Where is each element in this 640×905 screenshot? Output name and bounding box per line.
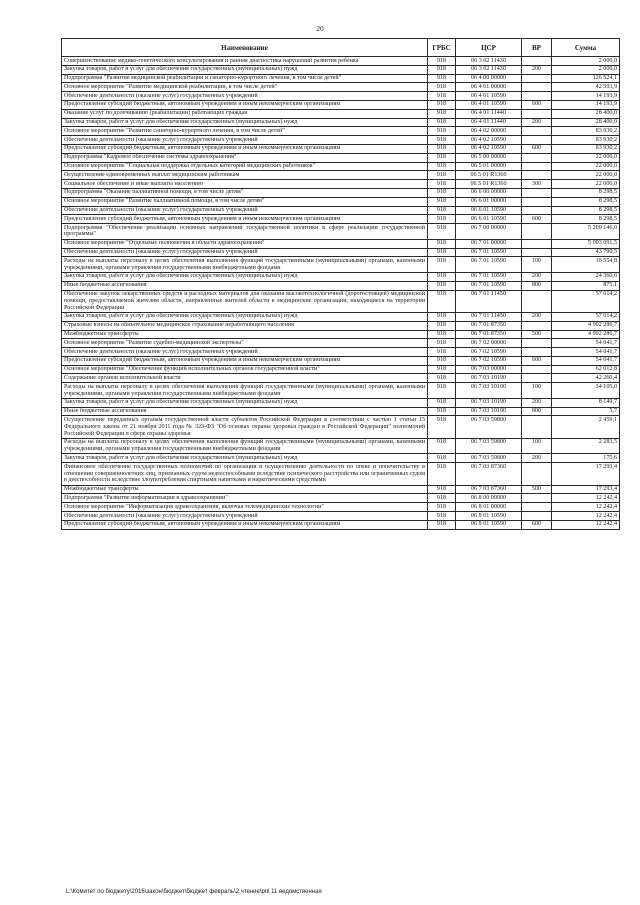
row-csr-cell: 06 7 03 10190 (456, 374, 522, 383)
row-sum-cell: 54 041,7 (552, 348, 620, 357)
row-name-cell: Основное мероприятие "Развитие судебно-медицинской экспертизы" (62, 339, 428, 348)
row-sum-cell: 54 041,7 (552, 339, 620, 348)
row-vr-cell (522, 74, 552, 83)
table-row (62, 438, 620, 454)
header-vr: ВР (522, 39, 552, 57)
row-name-cell: Обеспечение деятельности (оказание услуг) государственных учреждений (62, 136, 428, 145)
row-vr-cell: 200 (522, 312, 552, 321)
row-csr-cell: 06 7 03 10190 (456, 383, 522, 399)
table-row (62, 463, 620, 485)
row-vr-cell (522, 239, 552, 248)
row-grbs-cell: 918 (428, 248, 456, 257)
table-row (62, 356, 620, 365)
row-vr-cell (522, 153, 552, 162)
row-sum-cell: 14 193,9 (552, 92, 620, 101)
row-sum-cell: 12 242,4 (552, 503, 620, 512)
table-row (62, 281, 620, 290)
row-vr-cell (522, 503, 552, 512)
table-row (62, 312, 620, 321)
row-sum-cell: 24 360,6 (552, 272, 620, 281)
row-grbs-cell: 918 (428, 330, 456, 339)
page-number: 20 (316, 24, 324, 33)
table-row (62, 416, 620, 438)
row-sum-cell: 57 014,2 (552, 290, 620, 312)
row-grbs-cell: 918 (428, 118, 456, 127)
row-csr-cell: 06 3 02 11430 (456, 57, 522, 66)
table-row (62, 144, 620, 153)
row-grbs-cell: 918 (428, 109, 456, 118)
table-row (62, 348, 620, 357)
table-row (62, 383, 620, 399)
row-vr-cell: 600 (522, 356, 552, 365)
row-grbs-cell: 918 (428, 416, 456, 438)
table-row (62, 197, 620, 206)
row-vr-cell: 300 (522, 180, 552, 189)
row-name-cell: Обеспечение деятельности (оказание услуг) государственных учреждений (62, 248, 428, 257)
row-sum-cell: 22 000,0 (552, 162, 620, 171)
row-csr-cell: 06 4 02 00000 (456, 127, 522, 136)
row-csr-cell: 06 7 01 00000 (456, 239, 522, 248)
row-name-cell: Финансовое обеспечение государственных полномочий по организации и осуществлению деятельности по опеке и попечительству в отношении совершеннолетних лиц, признанных судом недееспособными вследствие психического расстройства или ограниченных судом в дееспособности вследствие злоупотребления спиртными напитками и наркотическими средствами (62, 463, 428, 485)
row-vr-cell: 200 (522, 454, 552, 463)
row-csr-cell: 06 7 00 00000 (456, 224, 522, 240)
row-name-cell: Предоставление субсидий бюджетным, автономным учреждениям и иным некоммерческим организациям (62, 215, 428, 224)
row-name-cell: Основное мероприятие "Обеспечение функций исполнительных органов государственной власти" (62, 365, 428, 374)
row-sum-cell: 57 014,2 (552, 312, 620, 321)
row-grbs-cell: 918 (428, 438, 456, 454)
row-csr-cell: 06 8 00 00000 (456, 494, 522, 503)
table-row (62, 171, 620, 180)
row-grbs-cell: 918 (428, 224, 456, 240)
row-vr-cell: 200 (522, 118, 552, 127)
row-csr-cell: 06 4 00 00000 (456, 74, 522, 83)
row-vr-cell: 600 (522, 144, 552, 153)
table-row (62, 215, 620, 224)
row-grbs-cell: 918 (428, 494, 456, 503)
table-row (62, 398, 620, 407)
table-row (62, 257, 620, 273)
table-row (62, 224, 620, 240)
row-name-cell: Иные бюджетные ассигнования (62, 407, 428, 416)
row-grbs-cell: 918 (428, 407, 456, 416)
row-csr-cell: 06 7 01 87350 (456, 321, 522, 330)
row-sum-cell: 54 041,7 (552, 356, 620, 365)
row-name-cell: Закупка товаров, работ и услуг для обеспечения государственных (муниципальных) нужд (62, 398, 428, 407)
row-name-cell: Основное мероприятие "Социальная поддержка отдельных категорий медицинских работников" (62, 162, 428, 171)
row-name-cell: Обеспечение деятельности (оказание услуг) государственных учреждений (62, 206, 428, 215)
row-sum-cell: 14 193,9 (552, 100, 620, 109)
row-csr-cell: 06 7 01 10590 (456, 281, 522, 290)
row-vr-cell (522, 224, 552, 240)
row-grbs-cell: 918 (428, 463, 456, 485)
row-name-cell: Межбюджетные трансферты (62, 485, 428, 494)
row-csr-cell: 06 7 01 11450 (456, 312, 522, 321)
row-csr-cell: 06 6 01 10590 (456, 215, 522, 224)
row-vr-cell (522, 197, 552, 206)
table-row (62, 248, 620, 257)
row-vr-cell (522, 57, 552, 66)
row-csr-cell: 06 5 01 R1360 (456, 180, 522, 189)
row-name-cell: Осуществление единовременных выплат медицинским работникам (62, 171, 428, 180)
row-grbs-cell: 918 (428, 83, 456, 92)
row-vr-cell: 500 (522, 485, 552, 494)
row-grbs-cell: 918 (428, 65, 456, 74)
row-csr-cell: 06 5 00 00000 (456, 153, 522, 162)
row-sum-cell: 28 400,0 (552, 118, 620, 127)
row-grbs-cell: 918 (428, 398, 456, 407)
table-row (62, 512, 620, 521)
row-csr-cell: 06 7 03 87360 (456, 485, 522, 494)
table-row (62, 100, 620, 109)
row-sum-cell: 42 260,4 (552, 374, 620, 383)
row-name-cell: Закупка товаров, работ и услуг для обеспечения государственных (муниципальных) нужд (62, 272, 428, 281)
row-name-cell: Основное мероприятие "Отдельные полномочия в области здравоохранения" (62, 239, 428, 248)
row-grbs-cell: 918 (428, 312, 456, 321)
row-csr-cell: 06 7 01 10590 (456, 248, 522, 257)
row-grbs-cell: 918 (428, 57, 456, 66)
row-name-cell: Основное мероприятие "Развитие паллиативной помощи, в том числе детям" (62, 197, 428, 206)
row-sum-cell: 12 242,4 (552, 512, 620, 521)
row-name-cell: Осуществление переданных органам государственной власти субъектов Российской Федерации в соответствии с частью 1 статьи 15 Федерального закона от 21 ноября 2011 года № 323-ФЗ "Об основах охраны здоровья граждан в Российской Федерации" полномочий Российской Федерации в сфере охраны здоровья (62, 416, 428, 438)
row-sum-cell: 8 149,7 (552, 398, 620, 407)
table-row (62, 321, 620, 330)
row-csr-cell: 06 6 01 00000 (456, 197, 522, 206)
row-sum-cell: 2 459,1 (552, 416, 620, 438)
row-vr-cell: 200 (522, 398, 552, 407)
row-grbs-cell: 918 (428, 512, 456, 521)
row-grbs-cell: 918 (428, 136, 456, 145)
row-grbs-cell: 918 (428, 383, 456, 399)
row-name-cell: Основное мероприятие "Развитие санаторно-курортного лечения, в том числе детей" (62, 127, 428, 136)
row-sum-cell: 2 283,5 (552, 438, 620, 454)
row-sum-cell: 83 930,2 (552, 127, 620, 136)
row-csr-cell: 06 7 02 00000 (456, 339, 522, 348)
row-name-cell: Обеспечение деятельности (оказание услуг) государственных учреждений (62, 512, 428, 521)
row-sum-cell: 5 093 091,5 (552, 239, 620, 248)
row-sum-cell: 8 298,5 (552, 215, 620, 224)
row-name-cell: Подпрограмма "Развитие информатизации в здравоохранении" (62, 494, 428, 503)
row-grbs-cell: 918 (428, 356, 456, 365)
row-name-cell: Предоставление субсидий бюджетным, автономным учреждениям и иным некоммерческим организациям (62, 100, 428, 109)
row-csr-cell: 06 4 01 11440 (456, 109, 522, 118)
row-sum-cell: 22 000,0 (552, 171, 620, 180)
table-row (62, 92, 620, 101)
table-row (62, 206, 620, 215)
table-row (62, 188, 620, 197)
row-sum-cell: 22 000,0 (552, 180, 620, 189)
row-csr-cell: 06 7 01 10590 (456, 272, 522, 281)
row-vr-cell: 600 (522, 215, 552, 224)
table-row (62, 374, 620, 383)
row-name-cell: Обеспечение закупок лекарственных средств и расходных материалов для оказания высокотехнологичной (дорогостоящей) медицинской помощи, предоставляемой жителям области, направленные жителей области в медицинские организации, находящиеся на территории Российской Федерации (62, 290, 428, 312)
row-sum-cell: 28 400,0 (552, 109, 620, 118)
row-sum-cell: 34 105,0 (552, 383, 620, 399)
row-grbs-cell: 918 (428, 365, 456, 374)
row-grbs-cell: 918 (428, 92, 456, 101)
table-row (62, 162, 620, 171)
row-grbs-cell: 918 (428, 127, 456, 136)
table-row (62, 239, 620, 248)
row-csr-cell: 06 7 02 10590 (456, 348, 522, 357)
row-vr-cell (522, 248, 552, 257)
row-vr-cell (522, 365, 552, 374)
row-vr-cell: 200 (522, 65, 552, 74)
row-csr-cell: 06 7 03 10190 (456, 398, 522, 407)
row-grbs-cell: 918 (428, 339, 456, 348)
row-sum-cell: 83 930,2 (552, 144, 620, 153)
row-vr-cell (522, 188, 552, 197)
table-row (62, 65, 620, 74)
row-grbs-cell: 918 (428, 180, 456, 189)
row-grbs-cell: 918 (428, 485, 456, 494)
row-sum-cell: 17 293,4 (552, 463, 620, 485)
row-vr-cell (522, 463, 552, 485)
row-grbs-cell: 918 (428, 290, 456, 312)
table-row (62, 520, 620, 529)
row-csr-cell: 06 8 01 10590 (456, 512, 522, 521)
footer-file-path: L:\Комитет по бюджету\2016\закон\бюджет\бюджет февраль\2 чтение\рпl 11 ведомственная (66, 889, 322, 895)
row-vr-cell: 100 (522, 383, 552, 399)
table-row (62, 494, 620, 503)
row-csr-cell: 06 7 03 59800 (456, 416, 522, 438)
row-name-cell: Обеспечение деятельности (оказание услуг) государственных учреждений (62, 92, 428, 101)
row-sum-cell: 18 554,8 (552, 257, 620, 273)
row-vr-cell (522, 206, 552, 215)
table-row (62, 109, 620, 118)
row-vr-cell (522, 290, 552, 312)
row-grbs-cell: 918 (428, 206, 456, 215)
row-csr-cell: 06 7 03 59800 (456, 454, 522, 463)
row-csr-cell: 06 4 01 10590 (456, 100, 522, 109)
header-grbs: ГРБС (428, 39, 456, 57)
row-grbs-cell: 918 (428, 374, 456, 383)
row-sum-cell: 5 209 146,0 (552, 224, 620, 240)
header-name: Наименование (62, 39, 428, 57)
row-vr-cell (522, 416, 552, 438)
row-vr-cell: 200 (522, 272, 552, 281)
row-grbs-cell: 918 (428, 503, 456, 512)
table-row (62, 454, 620, 463)
row-vr-cell (522, 171, 552, 180)
row-grbs-cell: 918 (428, 281, 456, 290)
table-row (62, 118, 620, 127)
row-csr-cell: 06 7 03 00000 (456, 365, 522, 374)
row-csr-cell: 06 4 01 10590 (456, 92, 522, 101)
row-vr-cell (522, 339, 552, 348)
row-name-cell: Подпрограмма "Развитие медицинской реабилитации и санаторно-курортного лечения, в том числе детей" (62, 74, 428, 83)
table-row (62, 339, 620, 348)
row-sum-cell: 4 992 286,7 (552, 321, 620, 330)
row-vr-cell: 800 (522, 281, 552, 290)
header-csr: ЦСР (456, 39, 522, 57)
row-grbs-cell: 918 (428, 188, 456, 197)
row-vr-cell (522, 136, 552, 145)
row-vr-cell: 800 (522, 407, 552, 416)
row-name-cell: Закупка товаров, работ и услуг для обеспечения государственных (муниципальных) нужд (62, 118, 428, 127)
row-csr-cell: 06 4 01 00000 (456, 83, 522, 92)
row-csr-cell: 06 7 01 11450 (456, 290, 522, 312)
row-csr-cell: 06 8 01 00000 (456, 503, 522, 512)
row-name-cell: Совершенствование медико-генетического консультирования и ранняя диагностика нарушений развития ребенка (62, 57, 428, 66)
row-sum-cell: 12 242,4 (552, 494, 620, 503)
row-vr-cell: 100 (522, 438, 552, 454)
row-vr-cell (522, 92, 552, 101)
row-csr-cell: 06 7 01 87350 (456, 330, 522, 339)
row-grbs-cell: 918 (428, 197, 456, 206)
table-body (62, 57, 620, 530)
row-sum-cell: 22 000,0 (552, 153, 620, 162)
row-sum-cell: 62 012,8 (552, 365, 620, 374)
table-row (62, 136, 620, 145)
row-name-cell: Подпрограмма "Кадровое обеспечение системы здравоохранения" (62, 153, 428, 162)
row-vr-cell: 500 (522, 330, 552, 339)
row-csr-cell: 06 5 01 R1360 (456, 171, 522, 180)
row-name-cell: Межбюджетные трансферты (62, 330, 428, 339)
table-row (62, 330, 620, 339)
table-row (62, 180, 620, 189)
row-grbs-cell: 918 (428, 454, 456, 463)
row-name-cell: Страховые взносы на обязательное медицинское страхование неработающего населения (62, 321, 428, 330)
row-vr-cell (522, 127, 552, 136)
table-row (62, 74, 620, 83)
row-name-cell: Социальное обеспечение и иные выплаты населению (62, 180, 428, 189)
row-csr-cell: 06 3 02 11430 (456, 65, 522, 74)
row-csr-cell: 06 4 02 10590 (456, 144, 522, 153)
row-sum-cell: 4 992 286,7 (552, 330, 620, 339)
row-sum-cell: 83 930,2 (552, 136, 620, 145)
row-vr-cell (522, 494, 552, 503)
table-row (62, 127, 620, 136)
row-name-cell: Закупка товаров, работ и услуг для обеспечения государственных (муниципальных) нужд (62, 312, 428, 321)
row-vr-cell (522, 348, 552, 357)
table-row (62, 290, 620, 312)
row-name-cell: Содержание органов исполнительной власти (62, 374, 428, 383)
row-sum-cell: 17 293,4 (552, 485, 620, 494)
row-name-cell: Основное мероприятие "Информатизация здравоохранения, включая телемедицинские технологии" (62, 503, 428, 512)
row-vr-cell (522, 321, 552, 330)
row-grbs-cell: 918 (428, 215, 456, 224)
row-grbs-cell: 918 (428, 239, 456, 248)
row-sum-cell: 8 298,5 (552, 188, 620, 197)
row-csr-cell: 06 8 01 10590 (456, 520, 522, 529)
row-grbs-cell: 918 (428, 153, 456, 162)
row-sum-cell: 126 524,1 (552, 74, 620, 83)
row-name-cell: Основное мероприятие "Развитие медицинской реабилитации, в том числе детей" (62, 83, 428, 92)
table-row (62, 153, 620, 162)
row-vr-cell: 100 (522, 257, 552, 273)
row-sum-cell: 875,1 (552, 281, 620, 290)
row-vr-cell (522, 512, 552, 521)
table-row (62, 272, 620, 281)
row-grbs-cell: 918 (428, 257, 456, 273)
row-grbs-cell: 918 (428, 162, 456, 171)
row-csr-cell: 06 4 02 10590 (456, 136, 522, 145)
row-name-cell: Оказание услуг по долечиванию (реабилитации) работающих граждан (62, 109, 428, 118)
table-row (62, 83, 620, 92)
row-vr-cell: 600 (522, 520, 552, 529)
row-name-cell: Предоставление субсидий бюджетным, автономным учреждениям и иным некоммерческим организациям (62, 144, 428, 153)
row-csr-cell: 06 7 01 10590 (456, 257, 522, 273)
row-name-cell: Обеспечение деятельности (оказание услуг) государственных учреждений (62, 348, 428, 357)
row-sum-cell: 2 000,0 (552, 65, 620, 74)
row-csr-cell: 06 4 01 11440 (456, 118, 522, 127)
budget-table (61, 38, 620, 530)
row-vr-cell (522, 374, 552, 383)
row-name-cell: Закупка товаров, работ и услуг для обеспечения государственных (муниципальных) нужд (62, 65, 428, 74)
row-vr-cell (522, 109, 552, 118)
row-grbs-cell: 918 (428, 321, 456, 330)
row-grbs-cell: 918 (428, 520, 456, 529)
row-name-cell: Расходы на выплаты персоналу в целях обеспечения выполнения функций государственными (муниципальными) органами, казенными учреждениями, органами управления государственными внебюджетными фондами (62, 383, 428, 399)
row-sum-cell: 5,7 (552, 407, 620, 416)
row-csr-cell: 06 6 00 00000 (456, 188, 522, 197)
row-vr-cell: 600 (522, 100, 552, 109)
row-vr-cell (522, 83, 552, 92)
row-grbs-cell: 918 (428, 100, 456, 109)
row-grbs-cell: 918 (428, 74, 456, 83)
row-csr-cell: 06 7 03 10190 (456, 407, 522, 416)
row-csr-cell: 06 6 01 10590 (456, 206, 522, 215)
row-name-cell: Подпрограмма "Оказание паллиативной помощи, в том числе детям" (62, 188, 428, 197)
row-name-cell: Подпрограмма "Обеспечение реализации основных направлений государственной политики в сфере реализации государственной программы" (62, 224, 428, 240)
row-name-cell: Предоставление субсидий бюджетным, автономным учреждениям и иным некоммерческим организациям (62, 520, 428, 529)
row-sum-cell: 42 593,9 (552, 83, 620, 92)
row-sum-cell: 8 298,5 (552, 197, 620, 206)
row-sum-cell: 8 298,5 (552, 206, 620, 215)
table-row (62, 485, 620, 494)
row-csr-cell: 06 5 01 00000 (456, 162, 522, 171)
header-sum: Сумма (552, 39, 620, 57)
table-header-row (62, 39, 620, 57)
row-sum-cell: 175,6 (552, 454, 620, 463)
row-csr-cell: 06 7 03 87360 (456, 463, 522, 485)
row-csr-cell: 06 7 03 59800 (456, 438, 522, 454)
table-row (62, 365, 620, 374)
row-vr-cell (522, 162, 552, 171)
row-name-cell: Расходы на выплаты персоналу в целях обеспечения выполнения функций государственными (муниципальными) органами, казенными учреждениями, органами управления государственными внебюджетными фондами (62, 257, 428, 273)
row-grbs-cell: 918 (428, 144, 456, 153)
table-row (62, 57, 620, 66)
row-name-cell: Предоставление субсидий бюджетным, автономным учреждениям и иным некоммерческим организациям (62, 356, 428, 365)
row-sum-cell: 43 790,5 (552, 248, 620, 257)
row-sum-cell: 2 000,0 (552, 57, 620, 66)
row-csr-cell: 06 7 02 10590 (456, 356, 522, 365)
row-name-cell: Закупка товаров, работ и услуг для обеспечения государственных (муниципальных) нужд (62, 454, 428, 463)
row-grbs-cell: 918 (428, 171, 456, 180)
table-row (62, 503, 620, 512)
row-grbs-cell: 918 (428, 348, 456, 357)
row-name-cell: Иные бюджетные ассигнования (62, 281, 428, 290)
row-name-cell: Расходы на выплаты персоналу в целях обеспечения выполнения функций государственными (муниципальными) органами, казенными учреждениями, органами управления государственными внебюджетными фондами (62, 438, 428, 454)
row-grbs-cell: 918 (428, 272, 456, 281)
row-sum-cell: 12 242,4 (552, 520, 620, 529)
table-row (62, 407, 620, 416)
